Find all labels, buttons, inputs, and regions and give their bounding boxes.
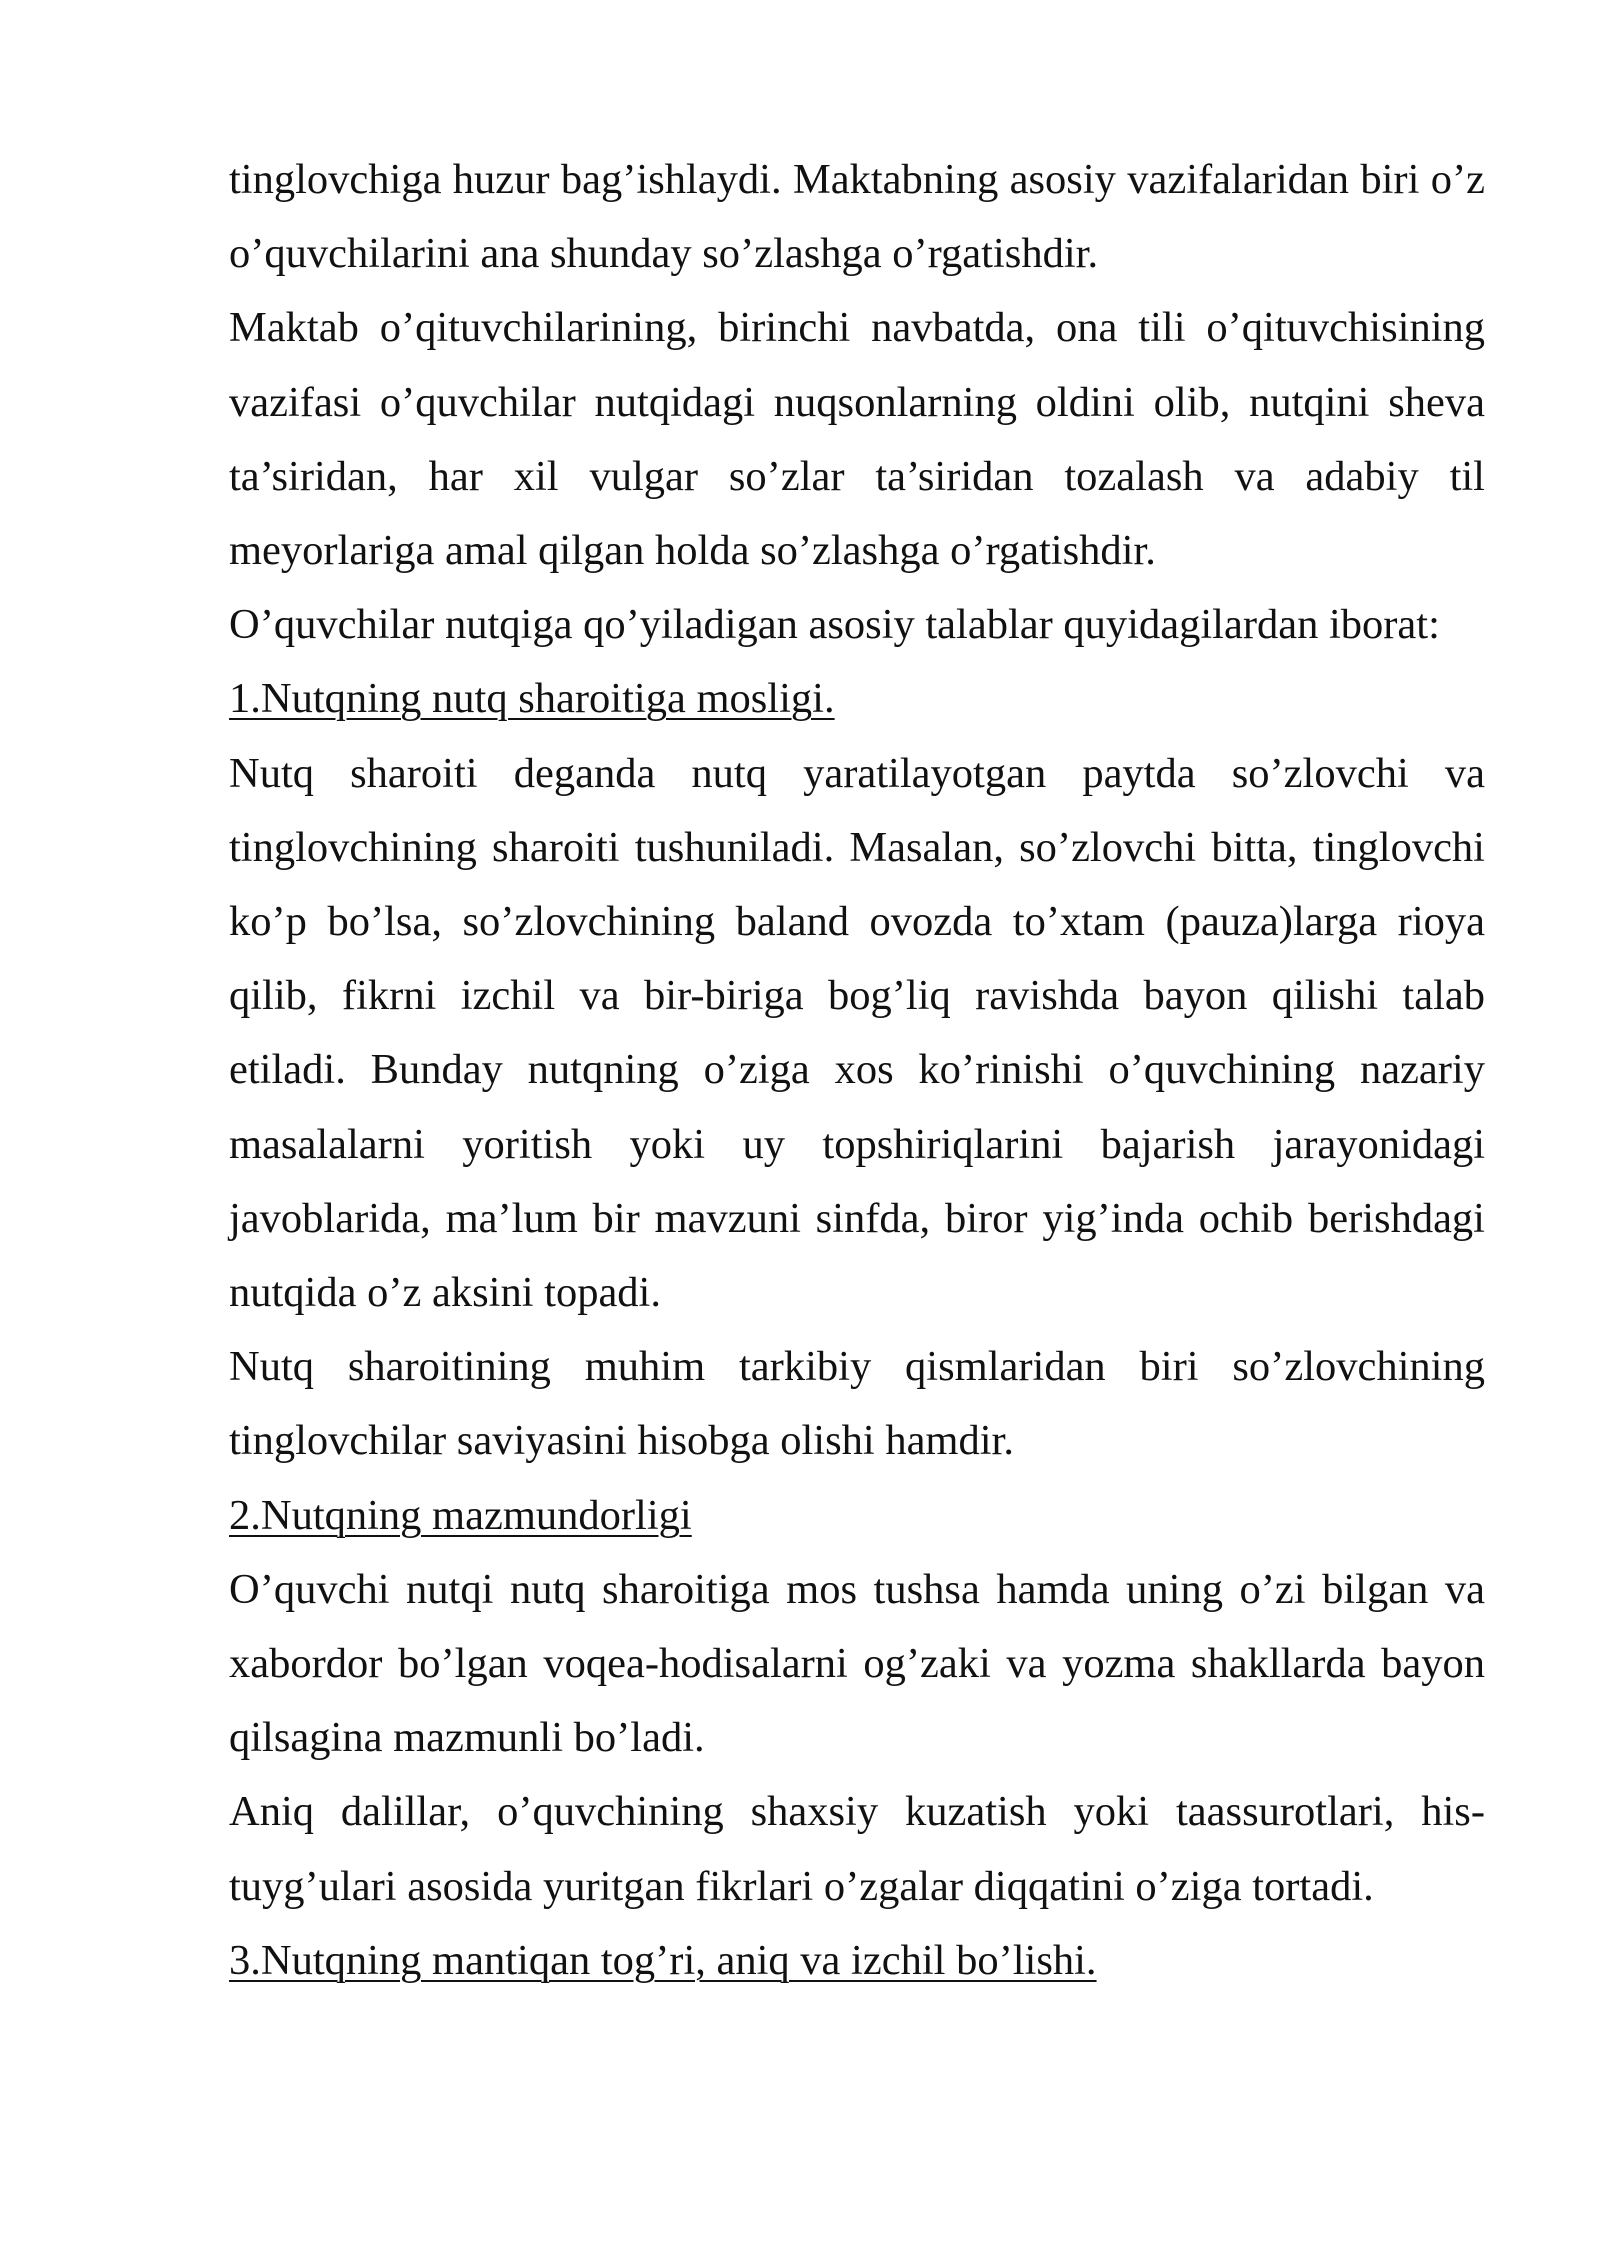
paragraph-speech-condition: Nutq sharoiti deganda nutq yaratilayotgan paytda so’zlovchi va tinglovchining sharoiti tushuniladi. Masalan, so’zlovchi bitta, tinglovchi ko’p bo’lsa, so’zlovchining baland ovozda to’xtam (pauza)larga rioya qilib, fikrni izchil va bir-biriga bog’liq ravishda bayon qilishi talab etiladi. Bunday nutqning o’ziga xos ko’rinishi o’quvchining nazariy masalalarni yoritish yoki uy topshiriqlarini bajarish jarayonidagi javoblarida, ma’lum bir mavzuni sinfda, biror yig’inda ochib berishdagi nutqida o’z aksini topadi.: [229, 749, 1485, 1317]
heading-logical-speech: 3.Nutqning mantiqan tog’ri, aniq va izchil bo’lishi.: [229, 1936, 1097, 1984]
heading-content-richness: 2.Nutqning mazmundorligi: [229, 1491, 692, 1539]
document-body: [229, 143, 1485, 1998]
paragraph-teacher-task: Maktab o’qituvchilarining, birinchi navbatda, ona tili o’qituvchisining vazifasi o’quvchilar nutqidagi nuqsonlarning oldini olib, nutqini sheva ta’siridan, har xil vulgar so’zlar ta’siridan tozalash va adabiy til meyorlariga amal qilgan holda so’zlashga o’rgatishdir.: [229, 304, 1485, 575]
paragraph-intro-continuation: tinglovchiga huzur bag’ishlaydi. Maktabning asosiy vazifalaridan biri o’z o’quvchilarini ana shunday so’zlashga o’rgatishdir.: [229, 156, 1485, 278]
heading-speech-condition: 1.Nutqning nutq sharoitiga mosligi.: [229, 675, 835, 723]
paragraph-precise-evidence: Aniq dalillar, o’quvchining shaxsiy kuzatish yoki taassurotlari, his-tuyg’ulari asosida yuritgan fikrlari o’zgalar diqqatini o’ziga tortadi.: [229, 1788, 1485, 1910]
paragraph-requirements-intro: O’quvchilar nutqiga qo’yiladigan asosiy talablar quyidagilardan iborat:: [229, 601, 1440, 649]
paragraph-content-richness: O’quvchi nutqi nutq sharoitiga mos tushsa hamda uning o’zi bilgan va xabordor bo’lgan voqea-hodisalarni og’zaki va yozma shakllarda bayon qilsagina mazmunli bo’ladi.: [229, 1565, 1485, 1762]
paragraph-listener-level: Nutq sharoitining muhim tarkibiy qismlaridan biri so’zlovchining tinglovchilar saviyasini hisobga olishi hamdir.: [229, 1343, 1485, 1465]
